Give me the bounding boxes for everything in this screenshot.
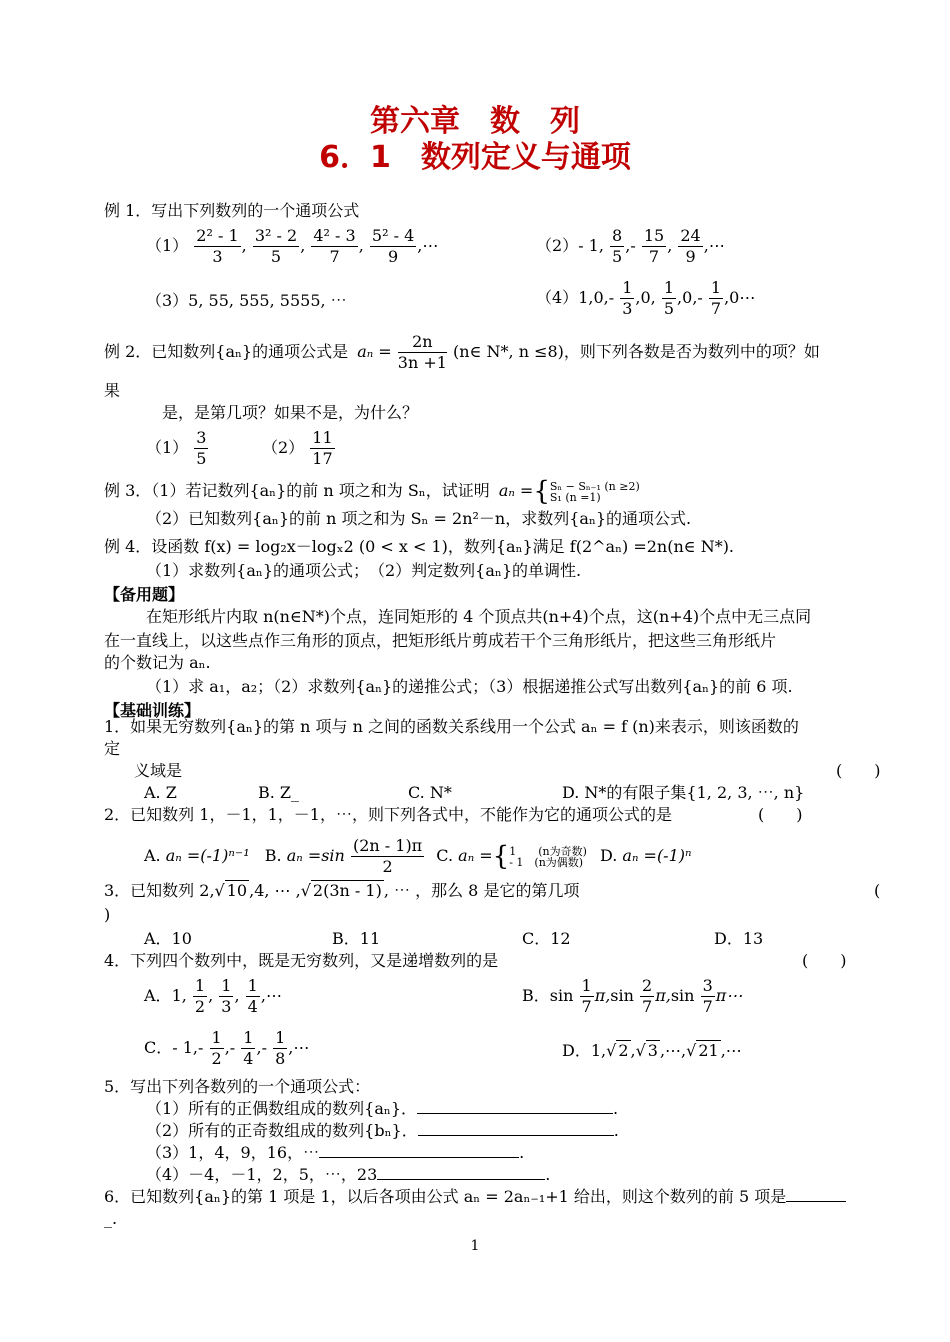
answer-blank[interactable]	[319, 1143, 519, 1158]
ex1-label: 例 1．写出下列数列的一个通项公式	[104, 201, 360, 220]
q3-option-c: C．12	[522, 929, 571, 948]
backup-line1: 在矩形纸片内取 n(n∈N*)个点，连同矩形的 4 个顶点共(n+4)个点，这(n+4)个点中无三点同	[146, 607, 812, 626]
basic-heading: 【基础训练】	[104, 701, 201, 720]
q1-option-b: B. Z_	[258, 783, 300, 802]
ex4-line1: 例 4．设函数 f(x) = log₂x－logₓ2 (0 < x < 1)，数列{aₙ}满足 f(2^aₙ) =2n(n∈ N*).	[104, 537, 735, 556]
ex2-line2: 果	[104, 381, 121, 400]
ex2-line3: 是，是第几项？如果不是，为什么？	[162, 403, 419, 422]
ex2-q1: （1） $\frac{3}{5}$	[146, 428, 207, 468]
ex1-part4: （4）1,0,- $\frac{1}{3}$ ,0, $\frac{1}{5}$ ,0,- $\frac{1}{7}$ ,0⋯	[536, 278, 756, 318]
q4-option-b: B．sin $\frac{1}{7}$ π,sin $\frac{2}{7}$ π,sin $\frac{3}{7}$ π⋯	[522, 976, 743, 1016]
ex1-part2: （2）- 1, $\frac{8}{5}$ ,- $\frac{15}{7}$ , $\frac{24}{9}$ ,⋯	[536, 226, 725, 266]
q1-paren: ( )	[836, 761, 881, 780]
ex2-line1: 例 2．已知数列{aₙ}的通项公式是 aₙ = $\frac{2n}{3n +1}$ (n∈ N*, n ≤8)，则下列各数是否为数列中的项？如	[104, 332, 820, 372]
q5-1: （1）所有的正偶数组成的数列{aₙ}． .	[146, 1099, 619, 1118]
q4-paren: ( )	[802, 951, 847, 970]
q2-stem: 2．已知数列 1，－1，1，－1，⋯，则下列各式中，不能作为它的通项公式的是	[104, 805, 672, 824]
q1-option-d: D. N*的有限子集{1, 2, 3, ⋯, n}	[562, 783, 805, 802]
q5-4: （4）－4，－1，2，5，⋯，23 .	[146, 1165, 551, 1184]
q1-line1: 1．如果无穷数列{aₙ}的第 n 项与 n 之间的函数关系线用一个公式 aₙ = f (n)来表示，则该函数的	[104, 717, 799, 736]
page-number: 1	[470, 1238, 480, 1254]
q3-paren-open: (	[874, 881, 881, 900]
answer-blank[interactable]	[417, 1099, 613, 1114]
q5-3: （3）1，4，9，16，⋯ .	[146, 1143, 525, 1162]
backup-line2: 在一直线上，以这些点作三角形的顶点，把矩形纸片剪成若干个三角形纸片，把这些三角形纸片	[104, 631, 777, 650]
q5-stem: 5．写出下列各数列的一个通项公式：	[104, 1077, 371, 1096]
ex4-line2: （1）求数列{aₙ}的通项公式； （2）判定数列{aₙ}的单调性.	[146, 561, 582, 580]
q5-2: （2）所有的正奇数组成的数列{bₙ}． .	[146, 1121, 619, 1140]
ex2-q2: （2） $\frac{11}{17}$	[262, 428, 333, 468]
q4-option-d: D．1,√ 2 ,√ 3 ,⋯,√ 21 ,⋯	[562, 1041, 742, 1060]
q4-option-a: A．1, $\frac{1}{2}$ , $\frac{1}{3}$ , $\frac{1}{4}$ ,⋯	[144, 976, 282, 1016]
answer-blank[interactable]	[418, 1121, 614, 1136]
q2-paren: ( )	[758, 805, 803, 824]
answer-blank[interactable]	[377, 1165, 545, 1180]
q4-option-c: C．- 1,- $\frac{1}{2}$ ,- $\frac{1}{4}$ ,- $\frac{1}{8}$ ,⋯	[144, 1028, 310, 1068]
answer-blank[interactable]	[786, 1187, 846, 1202]
q1-option-a: A. Z	[144, 783, 177, 802]
q1-option-c: C. N*	[408, 783, 452, 802]
ex3-line2: （2）已知数列{aₙ}的前 n 项之和为 Sₙ = 2n²－n，求数列{aₙ}的通项公式.	[146, 509, 692, 528]
backup-heading: 【备用题】	[104, 585, 185, 604]
q4-stem: 4．下列四个数列中，既是无穷数列，又是递增数列的是	[104, 951, 499, 970]
backup-line4: （1）求 a₁，a₂；（2）求数列{aₙ}的递推公式；（3）根据递推公式写出数列{aₙ}的前 6 项.	[146, 677, 793, 696]
ex1-part3: （3）5, 55, 555, 5555, ⋯	[146, 291, 347, 310]
q1-line3: 义域是	[134, 761, 183, 780]
q3-stem: 3．已知数列 2,√ 10 ,4, ⋯ ,√ 2(3n - 1) , ⋯ ，那么 8 是它的第几项	[104, 881, 580, 900]
q3-option-d: D．13	[714, 929, 764, 948]
ex1-part1: （1） $\frac{\text{2² - 1}}{3}$ , $\frac{\text{3² - 2}}{5}$ , $\frac{\text{4² - 3}}{7}$ , $\frac{\text{5² - 4}}{9}$ ,⋯	[146, 226, 439, 266]
chapter-title: 第六章 数 列	[370, 104, 580, 139]
q6-line1: 6．已知数列{aₙ}的第 1 项是 1，以后各项由公式 aₙ = 2aₙ₋₁+1 给出，则这个数列的前 5 项是	[104, 1186, 846, 1208]
q6-line2: _.	[104, 1209, 118, 1228]
ex3-line1: 例 3．（1）若记数列{aₙ}的前 n 项之和为 Sₙ，试证明 aₙ ={Sₙ − Sₙ₋₁ (n ≥2) S₁ (n =1)	[104, 476, 640, 507]
q3-option-a: A．10	[144, 929, 192, 948]
q2-options: A. aₙ =(-1)ⁿ⁻¹ B. aₙ =sin $\frac{(2n - 1)\pi}{2}$ C. aₙ ={1 (n为奇数) - 1 (n为偶数) D. aₙ =(-1)ⁿ	[144, 836, 692, 876]
section-title: 6．1 数列定义与通项	[319, 140, 631, 175]
backup-line3: 的个数记为 aₙ.	[104, 653, 211, 672]
q3-paren-close: )	[104, 905, 111, 924]
q1-line2: 定	[104, 739, 121, 758]
q3-option-b: B．11	[332, 929, 381, 948]
